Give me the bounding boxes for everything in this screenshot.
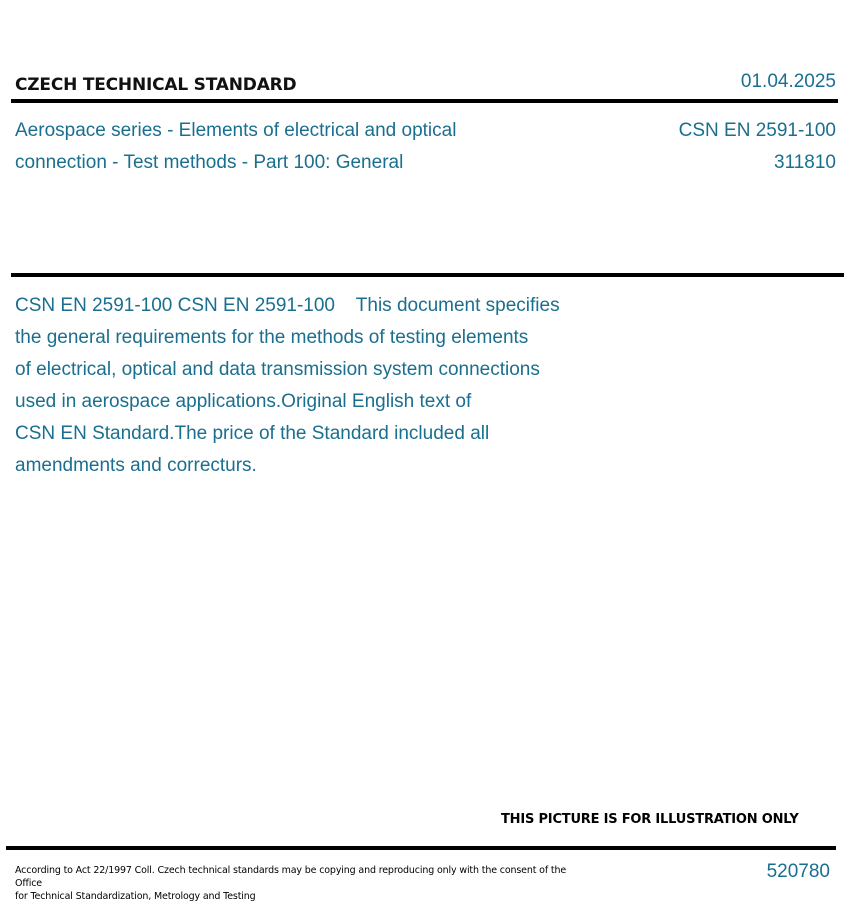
header-divider bbox=[11, 99, 838, 103]
copyright-note bbox=[15, 864, 585, 903]
description-line: CSN EN 2591-100 CSN EN 2591-100 This document specifies bbox=[15, 295, 560, 316]
standard-title-line: connection - Test methods - Part 100: General bbox=[15, 152, 404, 173]
copyright-note-line: According to Act 22/1997 Coll. Czech technical standards may be copying and reproducing only with the consent of the Office bbox=[15, 865, 567, 889]
section-divider bbox=[11, 273, 844, 277]
description-line: CSN EN Standard.The price of the Standard included all bbox=[15, 423, 490, 444]
classification-number: 311810 bbox=[774, 152, 836, 173]
document-number: 520780 bbox=[766, 861, 830, 882]
standard-title bbox=[15, 115, 575, 179]
standard-code: CSN EN 2591-100 bbox=[678, 120, 836, 141]
footer-divider bbox=[6, 846, 836, 850]
document-type-label: CZECH TECHNICAL STANDARD bbox=[15, 75, 297, 95]
standard-description bbox=[15, 290, 645, 482]
copyright-note-line: for Technical Standardization, Metrology and Testing bbox=[15, 891, 256, 902]
illustration-disclaimer: THIS PICTURE IS FOR ILLUSTRATION ONLY bbox=[501, 812, 799, 827]
description-line: of electrical, optical and data transmission system connections bbox=[15, 359, 540, 380]
description-line: used in aerospace applications.Original English text of bbox=[15, 391, 472, 412]
description-line: amendments and correcturs. bbox=[15, 455, 257, 476]
standard-codes bbox=[679, 115, 836, 179]
description-line: the general requirements for the methods of testing elements bbox=[15, 327, 529, 348]
publication-date: 01.04.2025 bbox=[740, 71, 836, 92]
standard-title-line: Aerospace series - Elements of electrical and optical bbox=[15, 120, 457, 141]
